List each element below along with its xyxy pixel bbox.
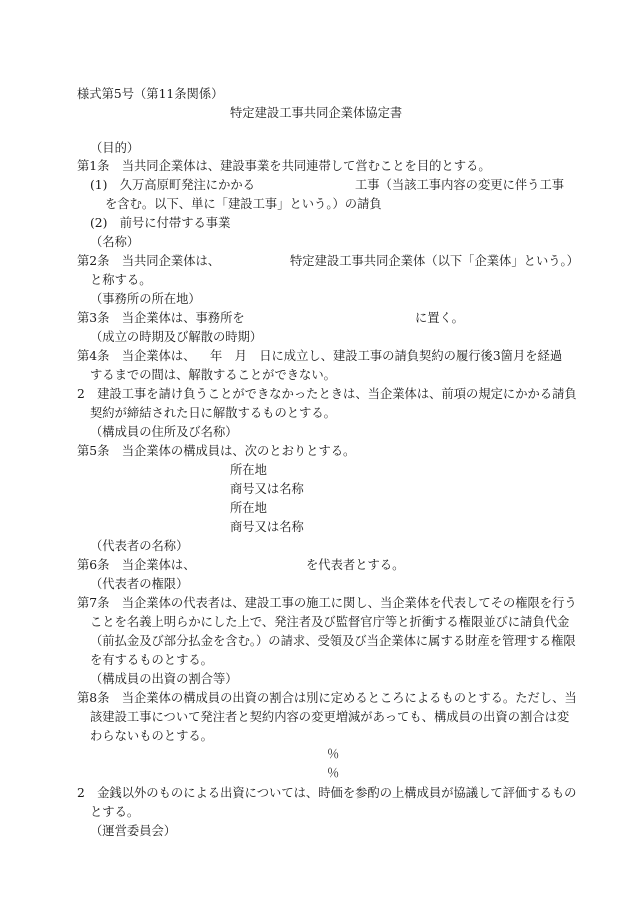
article-1-item-1-cont: 工事（当該工事内容の変更に伴う工事 <box>355 178 565 192</box>
article-3-cont: に置く。 <box>415 311 464 325</box>
article-4: 第4条 当企業体は、 <box>77 349 196 363</box>
percent-2: ％ <box>327 766 340 780</box>
article-4-para-2: 2 建設工事を請け負うことができなかったときは、当企業体は、前項の規定にかかる請負 <box>77 387 577 401</box>
article-2-cont: 特定建設工事共同企業体（以下「企業体」という。） <box>290 254 579 268</box>
heading-period: （成立の時期及び解散の時期） <box>90 330 263 344</box>
member-1-address-label: 所在地 <box>230 463 267 477</box>
article-7: 第7条 当企業体の代表者は、建設工事の施工に関し、当企業体を代表してその権限を行う <box>77 596 577 610</box>
member-2-address-label: 所在地 <box>230 501 267 515</box>
article-1: 第1条 当共同企業体は、建設事業を共同連帯して営むことを目的とする。 <box>77 159 491 173</box>
article-2: 第2条 当共同企業体は、 <box>77 254 221 268</box>
heading-investment: （構成員の出資の割合等） <box>90 672 238 686</box>
article-4-cont: 年 月 日に成立し、建設工事の請負契約の履行後3箇月を経過 <box>210 349 563 363</box>
article-8: 第8条 当企業体の構成員の出資の割合は別に定めるところによるものとする。ただし、当 <box>77 691 577 705</box>
article-7-line2: ことを名義上明らかにした上で、発注者及び監督官庁等と折衝する権限並びに請負代金 <box>90 615 570 629</box>
article-7-line3: （前払金及び部分払金を含む。）の請求、受領及び当企業体に属する財産を管理する権限 <box>90 634 576 648</box>
article-8-line3: わらないものとする。 <box>90 729 213 743</box>
article-6-cont: を代表者とする。 <box>306 558 405 572</box>
member-2-name-label: 商号又は名称 <box>230 520 304 534</box>
article-7-line4: を有するものとする。 <box>90 653 213 667</box>
article-6: 第6条 当企業体は、 <box>77 558 196 572</box>
article-2-line2: と称する。 <box>90 273 152 287</box>
heading-purpose: （目的） <box>90 141 140 155</box>
article-1-item-1-line2: を含む。以下、単に「建設工事」という。）の請負 <box>105 197 382 211</box>
percent-1: ％ <box>327 747 340 761</box>
heading-committee: （運営委員会） <box>90 824 177 838</box>
article-1-item-1: (1) 久万高原町発注にかかる <box>90 178 255 192</box>
article-5: 第5条 当企業体の構成員は、次のとおりとする。 <box>77 444 356 458</box>
form-label: 様式第5号（第11条関係） <box>77 87 224 101</box>
heading-representative: （代表者の名称） <box>90 539 189 553</box>
article-4-para-2-line2: 契約が締結された日に解散するものとする。 <box>90 406 336 420</box>
article-1-item-2: (2) 前号に付帯する事業 <box>90 216 231 230</box>
heading-members: （構成員の住所及び名称） <box>90 425 238 439</box>
heading-office: （事務所の所在地） <box>90 292 201 306</box>
article-8-line2: 該建設工事について発注者と契約内容の変更増減があっても、構成員の出資の割合は変 <box>90 710 570 724</box>
article-8-para-2-line2: とする。 <box>90 805 140 819</box>
article-3: 第3条 当企業体は、事務所を <box>77 311 245 325</box>
member-1-name-label: 商号又は名称 <box>230 482 304 496</box>
heading-name: （名称） <box>90 235 140 249</box>
document-title: 特定建設工事共同企業体協定書 <box>230 106 403 120</box>
article-8-para-2: 2 金銭以外のものによる出資については、時価を参酌の上構成員が協議して評価するもの <box>77 786 577 800</box>
article-4-line2: するまでの間は、解散することができない。 <box>90 368 336 382</box>
heading-authority: （代表者の権限） <box>90 577 189 591</box>
